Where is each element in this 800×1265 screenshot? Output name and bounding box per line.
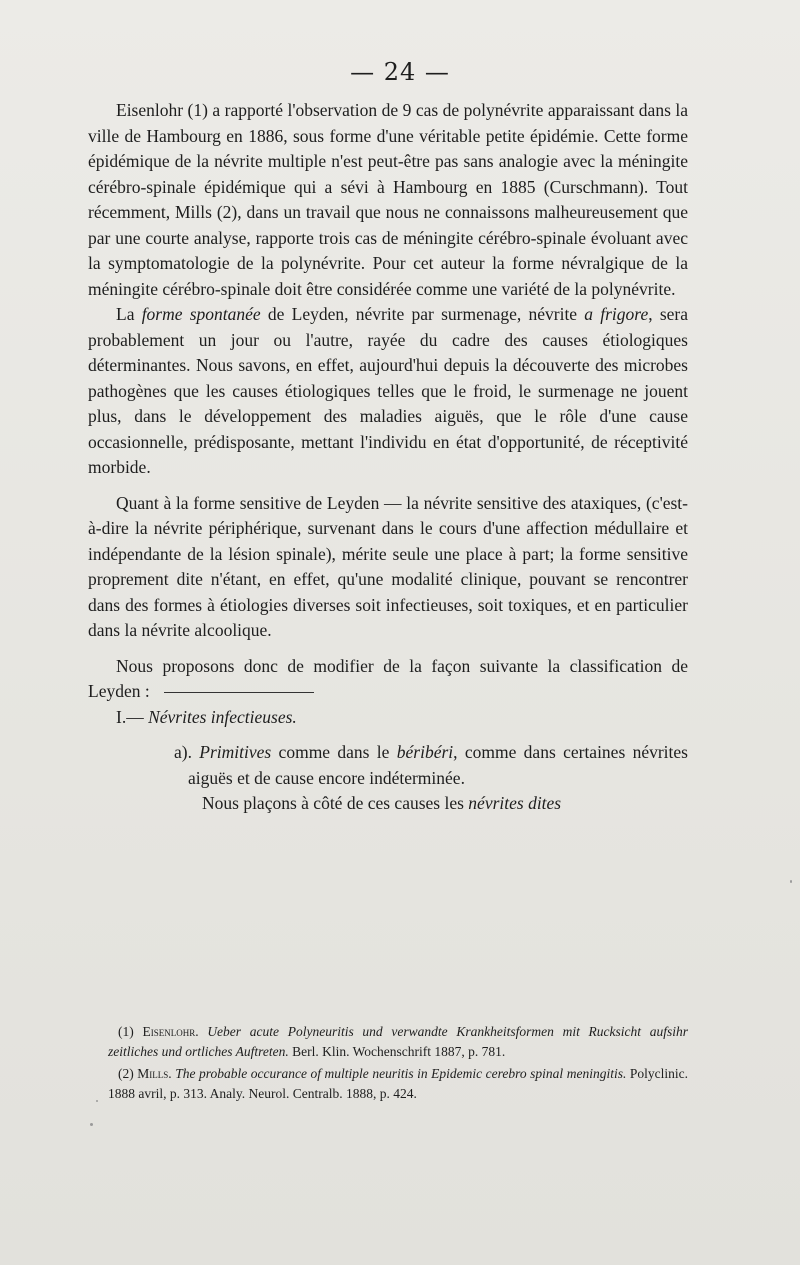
footnote-title: The probable occurance of multiple neuritis in Epidemic cerebro spinal meningitis. (171, 1066, 627, 1081)
emphasis-nevrites-dites: névrites dites (468, 793, 562, 813)
footnote-author: Mills. (137, 1066, 172, 1081)
text-segment: Nous plaçons à côté de ces causes les (202, 793, 469, 813)
page-number: — 24 — (350, 58, 450, 86)
footnotes (108, 1022, 688, 1106)
footnote-2 (108, 1064, 688, 1104)
paper-speck (790, 880, 792, 883)
heading-number: I.— (116, 706, 149, 727)
text-segment: de Leyden, névrite par surmenage, névrite (260, 304, 585, 324)
text-segment: Nous proposons donc de modifier de la façon suivante la classification de Leyden : (88, 655, 688, 701)
paragraph-eisenlohr: Eisenlohr (1) a rapporté l'observation de 9 cas de polynévrite apparaissant dans la ville de Hambourg en 1886, sous forme d'une véritable petite épidémie. Cette forme épidémique de la névrite multiple n'est peut-être pas sans analogie avec la méningite cérébro-spinale épidémique qui a sévi à Hambourg en 1885 (Curschmann). Tout récemment, Mills (2), dans un travail que nous ne connaissons malheureusement que par une courte analyse, rapporte trois cas de méningite cérébro-spinale évoluant avec la symptomatologie de la polynévrite. Pour cet auteur la forme névralgique de la méningite cérébro-spinale doit être considérée comme une variété de la polynévrite. (88, 100, 688, 299)
footnote-title: Ueber acute Polyneuritis und verwandte Krankheitsformen mit Rucksicht aufsihr zeitliches und ortliches Auftreten. (108, 1024, 688, 1059)
list-item-a (88, 740, 688, 791)
emphasis-a-frigore: a frigore (584, 304, 649, 324)
paper-speck (96, 1100, 98, 1102)
footnote-1 (108, 1022, 688, 1062)
footnote-number: (2) (118, 1066, 138, 1081)
text-segment: , comme dans certaines névrites aiguës et de cause encore indéterminée. (188, 742, 688, 788)
emphasis-primitives: Primitives (199, 742, 272, 762)
body-text (88, 98, 688, 817)
paper-speck (90, 1123, 93, 1126)
paragraph-forme-spontanee (88, 302, 688, 481)
heading-nevrites-infectieuses (88, 705, 688, 731)
text-segment: comme dans le (271, 742, 397, 762)
paragraph-nevrites-dites (88, 791, 688, 817)
paragraph-forme-sensitive: Quant à la forme sensitive de Leyden — la névrite sensitive des ataxiques, (c'est-à-dire la névrite périphérique, survenant dans le cours d'une affection médullaire et indépendante de la lésion spinale), mérite seule une place à part; la forme sensitive proprement dite n'étant, en effet, qu'une modalité clinique, pouvant se rencontrer dans des formes à étiologies diverses soit infectieuses, soit toxiques, et en particulier dans la névrite alcoolique. (88, 492, 688, 640)
emphasis-forme-spontanee: forme spontanée (141, 304, 261, 324)
footnote-author: Eisenlohr. (142, 1024, 199, 1039)
item-label: a). (174, 742, 200, 762)
heading-title: Névrites infectieuses. (148, 706, 297, 727)
text-segment: , sera probablement un jour ou l'autre, rayée du cadre des causes étiologiques déterminantes. Nous savons, en effet, aujourd'hui depuis la découverte des microbes pathogènes que les causes étiologiques telles que le froid, le surmenage ne jouent plus, dans le développement des maladies aiguës, que le rôle d'une cause occasionnelle, prédisposante, mettant l'individu en état d'opportunité, de réceptivité morbide. (88, 304, 688, 477)
paragraph-classification (88, 654, 688, 705)
inline-rule (164, 692, 314, 693)
footnote-number: (1) (118, 1024, 143, 1039)
emphasis-beriberi: béribéri (396, 742, 454, 762)
footnote-reference: Berl. Klin. Wochenschrift 1887, p. 781. (288, 1044, 506, 1059)
footnote-reference: Polyclinic. 1888 avril, p. 313. Analy. Neurol. Centralb. 1888, p. 424. (108, 1066, 688, 1101)
text-segment: La (116, 304, 142, 324)
